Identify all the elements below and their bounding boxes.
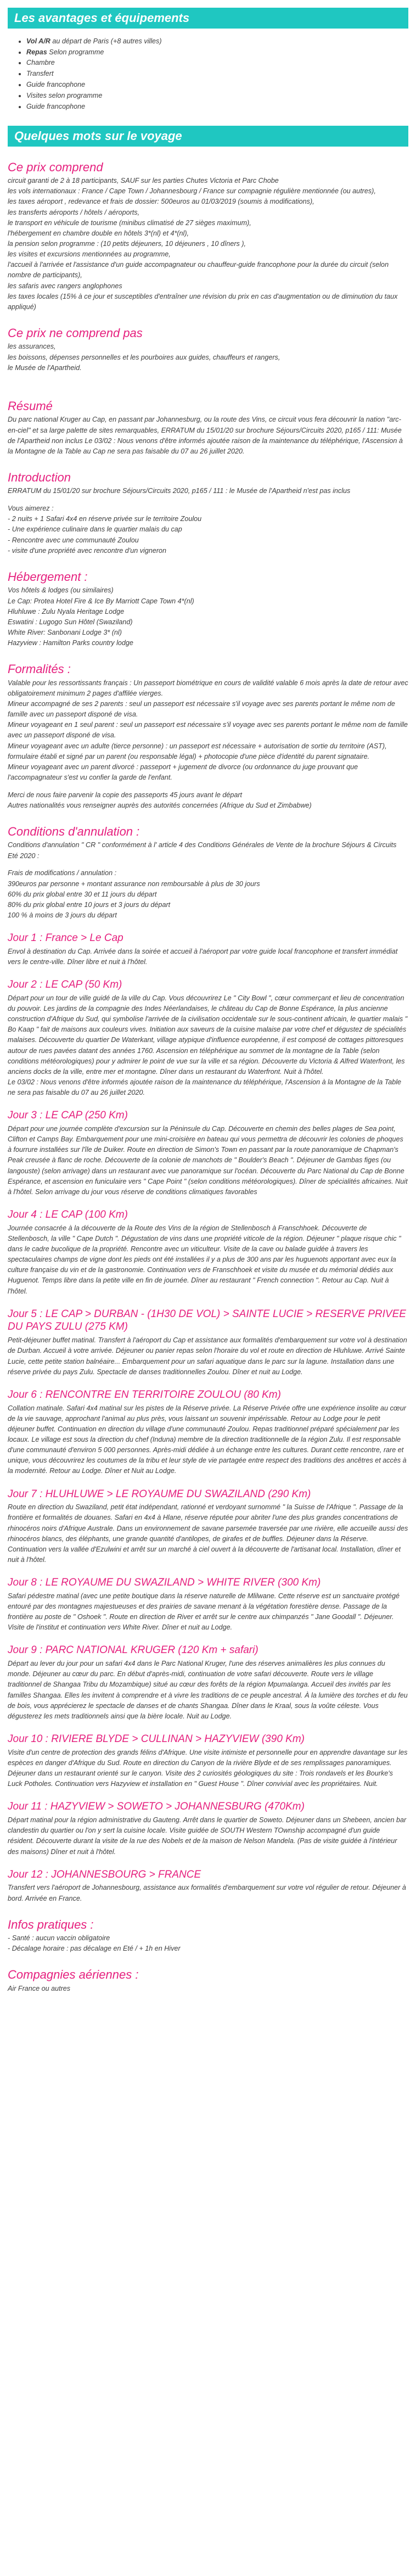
day-description: Safari pédestre matinal (avec une petite boutique dans la réserve naturelle de Mlilwane. Cette réserve est un sanctuaire protégé entouré par des montagnes majestueuses et des prairies de savane menant à la végétation forestière dense. Passage de la frontière au poste de " Oshoek ". Route en direction de River et arrêt sur le centre aux chimpanzés " Jane Goodall ". Déjeuner. Visite de l'institut et continuation vers White River. Dîner et nuit au Lodge. [8, 1592, 400, 1632]
day-heading: Jour 10 : RIVIERE BLYDE > CULLINAN > HAZYVIEW (390 Km) [8, 1733, 305, 1745]
infos-text [8, 1933, 408, 1954]
text-line: les taxes aéroport , redevance et frais de dossier: 500euros au 01/03/2019 (soumis à modifications), [8, 198, 314, 206]
text-line: - Santé : aucun vaccin obligatoire [8, 1934, 110, 1942]
text-line: ERRATUM du 15/01/20 sur brochure Séjours/Circuits 2020, p165 / 111 : le Musée de l'Apartheid n'est pas inclus [8, 487, 351, 495]
day-heading: Jour 5 : LE CAP > DURBAN - (1H30 DE VOL) > SAINTE LUCIE > RESERVE PRIVEE DU PAYS ZULU (275 KM) [8, 1308, 406, 1333]
section-banner-voyage: Quelques mots sur le voyage [8, 126, 408, 147]
text-line: Vos hôtels & lodges (ou similaires) [8, 586, 114, 595]
avantage-item-text: Selon programme [47, 48, 104, 56]
text-line: les vols internationaux : France / Cape Town / Johannesbourg / France sur compagnie régulière mentionnée (ou autres), [8, 187, 376, 195]
day-description: Visite d'un centre de protection des grands félins d'Afrique. Une visite intimiste et personnelle pour en apprendre davantage sur les espèces en danger d'Afrique du Sud. Route en direction du Canyon de la rivière Blyde et de ses remplissages panoramiques. Déjeuner dans un restaurant orienté sur le canyon. Visite des 2 curiosités géologiques du site : Trois rondavels et les Bourke's Luck Potholes. Continuation vers Hazyview et installation en " Guest House ". Dîner convivial avec les propriétaires. Nuit. [8, 1748, 408, 1788]
conditions-text [8, 840, 408, 921]
avantage-item [26, 102, 408, 113]
text-line: les transferts aéroports / hôtels / aéroports, [8, 208, 140, 216]
resume-heading: Résumé [8, 399, 53, 413]
text-line: Mineur voyageant avec un adulte (tierce personne) : un passeport est nécessaire + autorisation de sortie du territoire (AST), formulaire établi et signé par un parent (ou responsable légal) + photocopie d'une pièce d'identité du parent signataire. [8, 742, 387, 760]
text-line: 100 % à moins de 3 jours du départ [8, 911, 117, 919]
formalites-heading: Formalités : [8, 662, 71, 676]
conditions-heading: Conditions d'annulation : [8, 824, 140, 838]
text-line: Vous aimerez : [8, 505, 54, 513]
avantage-item [26, 91, 408, 102]
avantage-item [26, 58, 408, 69]
day-description: Départ pour une journée complète d'excursion sur la Péninsule du Cap. Découverte en chemin des belles plages de Sea point, Clifton et Camps Bay. Embarquement pour une mini-croisière en bateau qui vous permettra de découvrir les colonies de phoques à fourrure installées sur l'île de Duiker. Route en direction de Simon's Town en passant par la route panoramique de Chapman's Peak creusée à flanc de roche. Découverte de la colonie de manchots de " Boulder's Beach ". Déjeuner de Gambas figes (ou langouste) (selon arrivage) dans un restaurant avec vue panoramique sur l'océan. Découverte du Parc National du Cap de Bonne Espérance, et ascension en funiculaire vers " Cape Point " (selon conditions météorologiques). Dîner de spécialités africaines. Nuit à l'hôtel. Selon arrivage du jour vous réserve de conditions climatiques favorables [8, 1125, 408, 1196]
text-line: les boissons, dépenses personnelles et les pourboires aux guides, chauffeurs et rangers, [8, 353, 280, 361]
itinerary [8, 932, 408, 1904]
avantage-item [26, 36, 408, 47]
day-heading: Jour 7 : HLUHLUWE > LE ROYAUME DU SWAZILAND (290 Km) [8, 1488, 311, 1500]
infos-heading: Infos pratiques : [8, 1917, 94, 1931]
text-line: - 2 nuits + 1 Safari 4x4 en réserve privée sur le territoire Zoulou [8, 515, 202, 523]
compagnies-heading: Compagnies aériennes : [8, 1968, 139, 1982]
text-line: Hazyview : Hamilton Parks country lodge [8, 639, 133, 647]
text-line: Mineur voyageant avec un parent divorcé : passeport + jugement de divorce (ou ordonnance du juge prouvant que l'accompagnateur s'est vu confier la garde de l'enfant. [8, 763, 358, 781]
text-line: White River: Sanbonani Lodge 3* (nl) [8, 628, 122, 636]
text-line: - Rencontre avec une communauté Zoulou [8, 536, 139, 544]
avantage-item [26, 80, 408, 91]
text-line: Mineur voyageant en 1 seul parent : seul un passeport est nécessaire s'il voyage avec ses parents portant le même nom de famille avec un passeport disponé de visa. [8, 721, 408, 740]
prix-comprend-list [8, 176, 408, 312]
text-line: Conditions d'annulation " CR " conformément à l' article 4 des Conditions Générales de Vente de la brochure Séjours & Circuits Eté 2020 : [8, 841, 397, 860]
day-heading: Jour 9 : PARC NATIONAL KRUGER (120 Km + safari) [8, 1644, 258, 1656]
introduction-heading: Introduction [8, 470, 71, 484]
day-description: Collation matinale. Safari 4x4 matinal sur les pistes de la Réserve privée. La Réserve Privée offre une expérience insolite au cœur de la vie sauvage, approchant l'animal au plus près, vous laissant un souvenir impérissable. Retour au Lodge pour le petit déjeuner buffet. Continuation en direction du village d'une communauté Zoulou. Repas traditionnel préparé spécialement par les locaux. Le village est sous la direction du chef (Induna) membre de la direction traditionnelle de la région Zulu. Il est responsable d'une communauté d'environ 5 000 personnes. Après-midi dédiée à un échange entre les cultures. Durant cette rencontre, rare et unique, vous découvrirez les coutumes de la tribu et leur style de vie partagée entre respect des traditions des ancêtres et accès à la modernité. Retour au Lodge. Dîner et Nuit au Lodge. [8, 1404, 407, 1475]
text-line: Eswatini : Lugogo Sun Hôtel (Swaziland) [8, 618, 133, 626]
text-line: Frais de modifications / annulation : [8, 869, 117, 877]
day-description: Transfert vers l'aéroport de Johannesbourg, assistance aux formalités d'embarquement sur votre vol régulier de retour. Déjeuner à bord. Arrivée en France. [8, 1884, 406, 1902]
day-heading: Jour 11 : HAZYVIEW > SOWETO > JOHANNESBURG (470Km) [8, 1801, 305, 1813]
avantage-item [26, 69, 408, 80]
avantage-item-strong: Repas [26, 48, 47, 56]
day-heading: Jour 12 : JOHANNESBOURG > FRANCE [8, 1868, 201, 1880]
day-description: Départ pour un tour de ville guidé de la ville du Cap. Vous découvrirez Le " City Bowl ", cœur commerçant et lieu de concentration du pouvoir. Les jardins de la compagnie des Indes Néerlandaises, le château du Cap de Bonne Espérance, la plus ancienne construction d'Afrique du Sud, qui symbolise l'arrivée de la civilisation occidentale sur le sous-continent africain, le quartier malais " Bo Kaap " fait de maisons aux couleurs vives. Initiation aux saveurs de la cuisine malaise par votre chef et dégustez de spécialités malaises. Découverte du quartier De Waterkant, village atypique d'influence européenne, il est composé de cottages pittoresques autour de rues pavées datant des années 1760. Ascension en téléphérique au sommet de la montagne de la Table (selon conditions météorologiques) pour y admirer le point de vue sur la ville et sa région. Découverte du Victoria & Alfred Waterfront, les anciens docks de la ville, entre mer et montagne. Dîner dans un restaurant du Waterfront. Nuit à l'hôtel. Le 03/02 : Nous venons d'être informés ajoutée raison de la maintenance du téléphérique, l'Ascension à la Montagne de la Table ne sera pas faisable du 07 au 26 juillet 2020. [8, 994, 408, 1097]
day-description: Route en direction du Swaziland, petit état indépendant, rationné et verdoyant surnommé " la Suisse de l'Afrique ". Passage de la frontière et formalités de douanes. Safari en 4x4 à Hlane, réserve réputée pour abriter l'une des plus grandes concentrations de rhinocéros noirs d'Afrique Australe. Dans un environnement de savane parsemée traversée par une rivière, elle accueille aussi des rhinocéros blancs, des éléphants, une grande quantité d'antilopes, de girafes et de buffles. Déjeuner dans la Réserve. Continuation vers la vallée d'Ezulwini et arrêt sur un marché à ciel ouvert à la découverte de l'artisanat local. Installation, dîner et nuit à l'hôtel. [8, 1503, 408, 1564]
text-line: Valable pour les ressortissants français : Un passeport biométrique en cours de validité valable 6 mois après la date de retour avec obligatoirement minimum 2 pages d'affilée vierges. [8, 679, 408, 697]
avantage-item-text: Chambre [26, 59, 55, 67]
text-line: les visites et excursions mentionnées au programme, [8, 250, 171, 259]
text-line: Hluhluwe : Zulu Nyala Heritage Lodge [8, 607, 125, 615]
day-heading: Jour 4 : LE CAP (100 Km) [8, 1208, 128, 1220]
text-line: l'hébergement en chambre double en hôtels 3*(nl) et 4*(nl), [8, 229, 189, 237]
text-line: Air France ou autres [8, 1984, 71, 1992]
day-heading: Jour 6 : RENCONTRE EN TERRITOIRE ZOULOU (80 Km) [8, 1388, 281, 1401]
text-line: - Une expérience culinaire dans le quartier malais du cap [8, 525, 182, 534]
avantage-item-strong: Vol A/R [26, 37, 50, 45]
text-line: 60% du prix global entre 30 et 11 jours du départ [8, 890, 157, 898]
text-line [8, 497, 408, 504]
text-line: Autres nationalités vous renseigner auprès des autorités concernées (Afrique du Sud et Zimbabwe) [8, 801, 312, 809]
text-line: - Décalage horaire : pas décalage en Eté / + 1h en Hiver [8, 1945, 181, 1953]
avantages-list [26, 36, 408, 113]
avantage-item-text: au départ de Paris (+8 autres villes) [50, 37, 162, 45]
text-line: Le Cap: Protea Hotel Fire & Ice By Marriott Cape Town 4*(nl) [8, 597, 194, 605]
day-description: Petit-déjeuner buffet matinal. Transfert à l'aéroport du Cap et assistance aux formalités d'embarquement sur votre vol à destination de Durban. Accueil à votre arrivée. Déjeuner ou panier repas selon l'horaire du vol et route en direction de Hluhluwe. Arrivé Sainte Lucie, cette petite station balnéaire... Embarquement pour un safari aquatique dans le parc sur la lagune. Installation dans une réserve privée du pays Zulu. Spectacle de danses traditionnelles Zoulou. Dîner et nuit au Lodge. [8, 1336, 407, 1376]
text-line: Merci de nous faire parvenir la copie des passeports 45 jours avant le départ [8, 791, 243, 799]
avantage-item-text: Guide francophone [26, 103, 86, 111]
day-description: Envol à destination du Cap. Arrivée dans la soirée et accueil à l'aéroport par votre guide local francophone et transfert immédiat vers le centre-ville. Dîner libre et nuit à l'hôtel. [8, 947, 398, 966]
day-heading: Jour 2 : LE CAP (50 Km) [8, 979, 122, 991]
day-heading: Jour 8 : LE ROYAUME DU SWAZILAND > WHITE RIVER (300 Km) [8, 1577, 321, 1589]
hebergement-heading: Hébergement : [8, 569, 88, 584]
day-description: Départ au lever du jour pour un safari 4x4 dans le Parc National Kruger, l'une des réserves animalières les plus connues du monde. Déjeuner au cœur du parc. En début d'après-midi, continuation de votre safari découverte. Route vers le village traditionnel de Shangaa Tribu du Mozambique) situé au cœur des forêts de la région Mpumalanga. Accueil des invités par les familles Shangaa. Elles les invitent à comprendre et à vivre les traditions de ce peuple ancestral. À la lumière des torches et du feu de bois, vous apprécierez le spectacle de danses et de chants Shangaa. Dîner dans le Kraal, sous la voûte céleste. Vous dégusterez les mets traditionnels ainsi que la bière locale. Nuit au Lodge. [8, 1660, 408, 1720]
section-banner-avantages: Les avantages et équipements [8, 8, 408, 29]
text-line: le Musée de l'Apartheid. [8, 363, 82, 372]
formalites-text [8, 678, 408, 811]
text-line: circuit garanti de 2 à 18 participants, SAUF sur les parties Chutes Victoria et Parc Chobe [8, 177, 279, 185]
text-line: le transport en véhicule de tourisme (minibus climatisé de 27 sièges maximum), [8, 219, 251, 227]
text-line: les safaris avec rangers anglophones [8, 282, 122, 290]
avantage-item-text: Transfert [26, 70, 54, 78]
text-line: 80% du prix global entre 10 jours et 3 jours du départ [8, 900, 171, 909]
hebergement-list [8, 585, 408, 648]
text-line: 390euros par personne + montant assurance non remboursable à plus de 30 jours [8, 880, 260, 888]
day-heading: Jour 1 : France > Le Cap [8, 932, 123, 944]
prix-ne-comprend-list [8, 341, 408, 373]
text-line: la pension selon programme : (10 petits déjeuners, 10 déjeuners , 10 dîners ), [8, 239, 246, 248]
text-line [8, 783, 408, 790]
prix-ne-comprend-heading: Ce prix ne comprend pas [8, 326, 143, 340]
text-line: les taxes locales (15% à ce jour et susceptibles d'entraîner une révision du prix en cas d'augmentation ou de diminution du taux appliqué) [8, 292, 398, 311]
text-line: l'accueil à l'arrivée et l'assistance d'un guide accompagnateur ou chauffeur-guide francophone pour la durée du circuit (selon nombre de participants), [8, 261, 389, 279]
day-heading: Jour 3 : LE CAP (250 Km) [8, 1110, 128, 1122]
avantage-item-text: Guide francophone [26, 81, 86, 89]
avantage-item [26, 47, 408, 58]
text-line [8, 861, 408, 869]
avantage-item-text: Visites selon programme [26, 92, 103, 100]
prix-comprend-heading: Ce prix comprend [8, 160, 103, 174]
compagnies-text [8, 1984, 408, 1994]
resume-text: Du parc national Kruger au Cap, en passant par Johannesburg, ou la route des Vins, ce circuit vous fera découvrir la nation "arc-en-ciel" et sa large palette de sites remarquables, ERRATUM du 15/01/20 sur brochure Séjours/Circuits 2020, p165 / 111: Musée de l'Apartheid non inclus Le 03/02 : Nous venons d'être informés ajoutée raison de la maintenance du téléphérique, l'Ascension à la Montagne de la Table au Cap ne sera pas faisable du 07 au 26 juillet 2020. [8, 416, 403, 455]
text-line: - visite d'une propriété avec rencontre d'un vigneron [8, 546, 167, 555]
introduction-text [8, 486, 408, 556]
day-description: Journée consacrée à la découverte de la Route des Vins de la région de Stellenbosch à Franschhoek. Découverte de Stellenbosch, la ville " Cape Dutch ". Dégustation de vins dans une propriété viticole de la région. Déjeuner " plaque risque chic " dans le cadre bucolique de la propriété. Rencontre avec un viticulteur. Visite de la cave ou balade guidée à travers les spectaculaires champs de vigne dont les pieds ont été installées il y a plus de 300 ans par les huguenots apportant avec eux la culture française du vin et de la gastronomie. Continuation vers de Franschhoek et visite du musée et du mémorial dédiés aux Huguenot. Temps libre dans la petite ville en fin de journée. Dîner au restaurant " French connection ". Retour au Cap. Nuit à l'hôtel. [8, 1224, 401, 1295]
day-description: Départ matinal pour la région administrative du Gauteng. Arrêt dans le quartier de Soweto. Déjeuner dans un Shebeen, ancien bar clandestin du quartier ou l'on y sert la cuisine locale. Visite guidée de SOUTH Western TOwnship accompagné d'un guide résident. Découverte durant la visite de la rue des Nobels et de la maison de Nelson Mandela. (Pas de visite guidée à l'intérieur des maisons) Dîner et nuit à l'hôtel. [8, 1816, 407, 1856]
text-line: les assurances, [8, 343, 56, 351]
text-line: Mineur accompagné de ses 2 parents : seul un passeport est nécessaire s'il voyage avec ses parents portant le même nom de famille avec un passeport disponé de visa. [8, 699, 395, 719]
